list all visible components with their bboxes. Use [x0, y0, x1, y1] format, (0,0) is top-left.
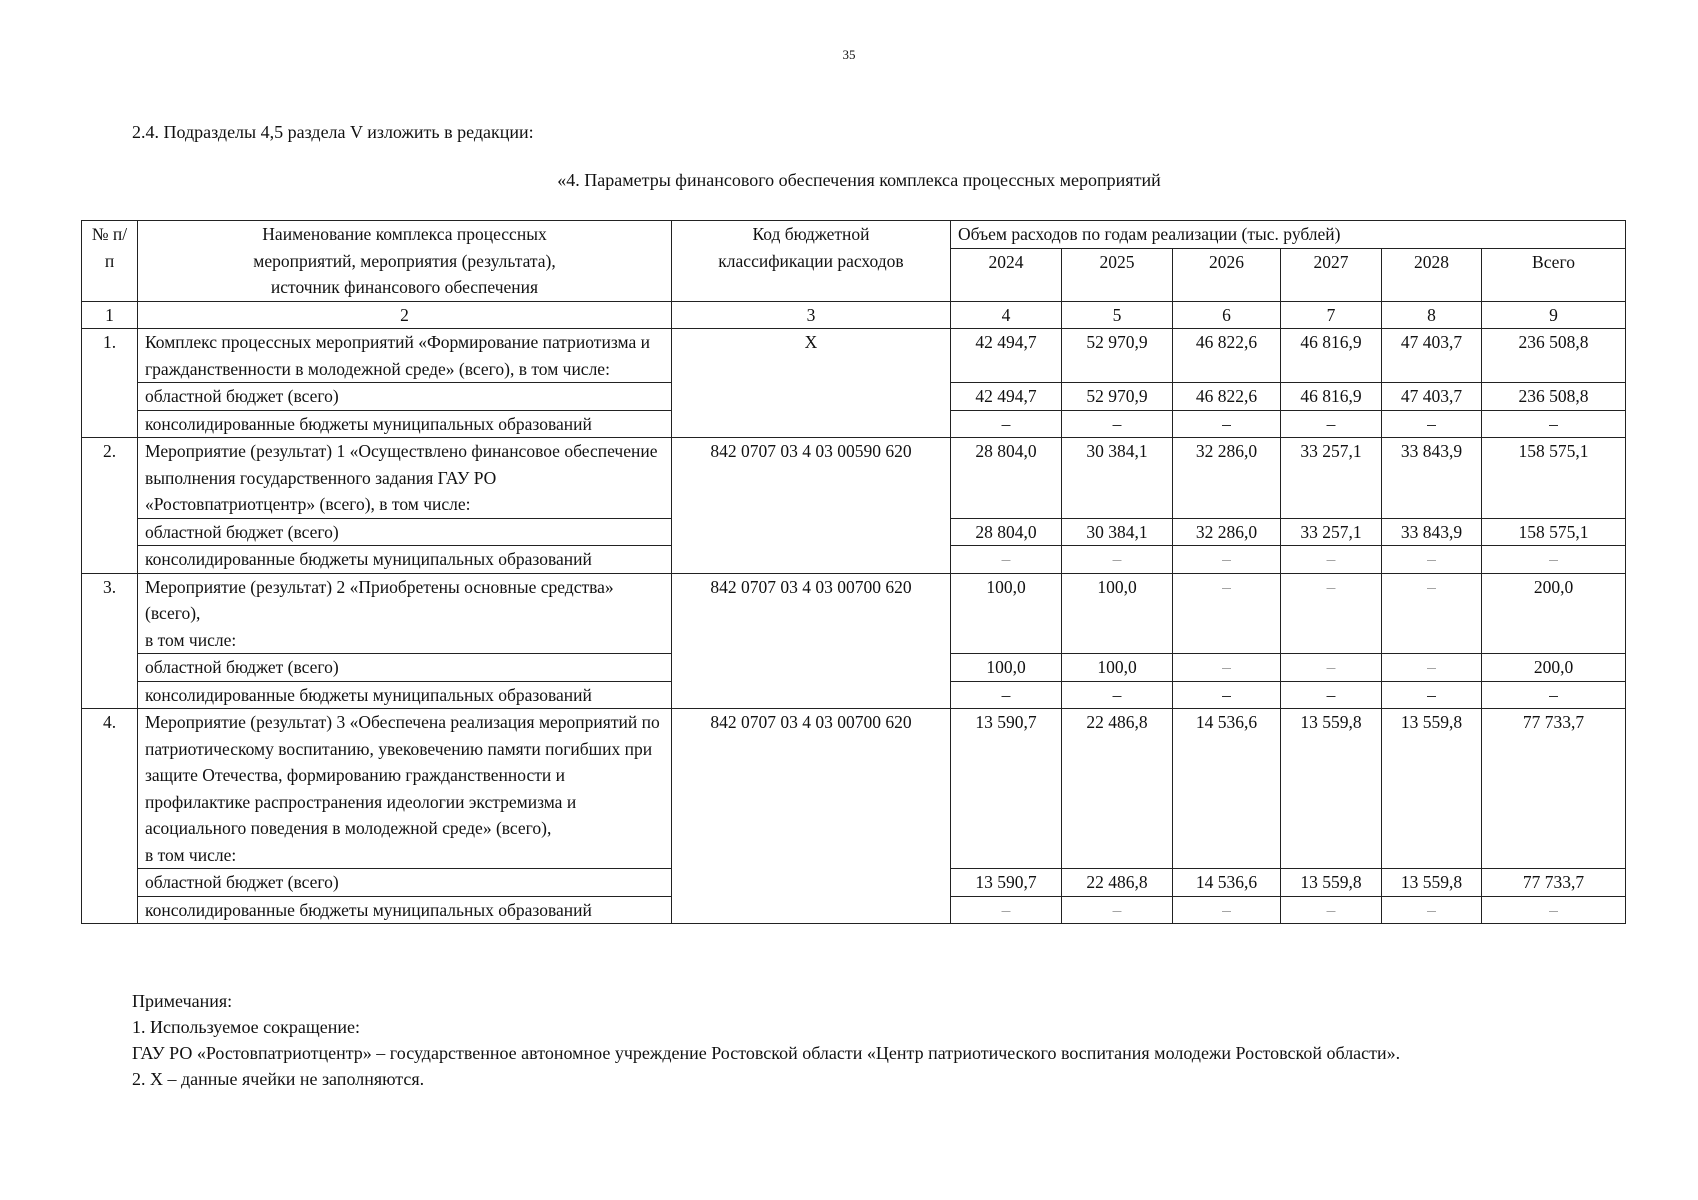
value-cell: 30 384,1	[1062, 518, 1173, 546]
header-year: 2024	[951, 248, 1062, 301]
column-number: 1	[82, 301, 138, 329]
row-name: Комплекс процессных мероприятий «Формирование патриотизма и гражданственности в молодежной среде» (всего), в том числе:	[138, 329, 672, 383]
header-volume: Объем расходов по годам реализации (тыс. рублей)	[951, 221, 1626, 249]
header-no: № п/п	[82, 221, 138, 302]
table-title: «4. Параметры финансового обеспечения комплекса процессных мероприятий	[557, 170, 1161, 190]
row-name: консолидированные бюджеты муниципальных образований	[138, 896, 672, 924]
value-cell: 28 804,0	[951, 518, 1062, 546]
value-cell: –	[1382, 546, 1482, 574]
notes-heading: Примечания:	[132, 991, 233, 1011]
row-number: 4.	[82, 709, 138, 924]
table-row-main	[82, 573, 1626, 654]
intro-paragraph: 2.4. Подразделы 4,5 раздела V изложить в редакции:	[132, 122, 534, 142]
row-number: 2.	[82, 438, 138, 574]
column-number: 2	[138, 301, 672, 329]
value-cell: –	[1281, 654, 1382, 682]
column-number: 4	[951, 301, 1062, 329]
value-total: 158 575,1	[1482, 518, 1626, 546]
value-cell: –	[1382, 896, 1482, 924]
value-cell: –	[1382, 654, 1482, 682]
value-cell: 42 494,7	[951, 383, 1062, 411]
value-cell: –	[1281, 896, 1382, 924]
value-cell: 32 286,0	[1173, 518, 1281, 546]
value-cell: –	[1173, 896, 1281, 924]
column-number: 8	[1382, 301, 1482, 329]
value-cell: 13 559,8	[1281, 709, 1382, 869]
value-cell: –	[1382, 410, 1482, 438]
row-name: консолидированные бюджеты муниципальных образований	[138, 681, 672, 709]
value-cell: –	[1173, 546, 1281, 574]
budget-code: 842 0707 03 4 03 00700 620	[672, 573, 951, 709]
row-number: 1.	[82, 329, 138, 438]
column-number: 9	[1482, 301, 1626, 329]
row-number: 3.	[82, 573, 138, 709]
value-total: 236 508,8	[1482, 383, 1626, 411]
table-row-main	[82, 329, 1626, 383]
header-row	[82, 221, 1626, 249]
value-cell: 47 403,7	[1382, 329, 1482, 383]
header-year: 2027	[1281, 248, 1382, 301]
value-cell: –	[951, 410, 1062, 438]
value-cell: –	[1062, 546, 1173, 574]
budget-code: 842 0707 03 4 03 00590 620	[672, 438, 951, 574]
value-cell: 47 403,7	[1382, 383, 1482, 411]
note-item: 2. Х – данные ячейки не заполняются.	[132, 1069, 425, 1089]
value-cell: 46 822,6	[1173, 329, 1281, 383]
row-name: консолидированные бюджеты муниципальных образований	[138, 410, 672, 438]
value-cell: –	[951, 546, 1062, 574]
header-total: Всего	[1482, 248, 1626, 301]
value-cell: 30 384,1	[1062, 438, 1173, 519]
column-number: 5	[1062, 301, 1173, 329]
row-name: областной бюджет (всего)	[138, 869, 672, 897]
value-cell: 46 816,9	[1281, 383, 1382, 411]
value-cell: 33 257,1	[1281, 438, 1382, 519]
budget-code: 842 0707 03 4 03 00700 620	[672, 709, 951, 924]
value-cell: 33 843,9	[1382, 518, 1482, 546]
value-cell: 100,0	[1062, 654, 1173, 682]
value-total: 200,0	[1482, 573, 1626, 654]
value-cell: 14 536,6	[1173, 869, 1281, 897]
column-number: 7	[1281, 301, 1382, 329]
value-total: –	[1482, 896, 1626, 924]
row-name: Мероприятие (результат) 1 «Осуществлено финансовое обеспечение выполнения государственного задания ГАУ РО «Ростовпатриотцентр» (всего), в том числе:	[138, 438, 672, 519]
value-cell: –	[1173, 681, 1281, 709]
value-cell: 100,0	[951, 573, 1062, 654]
table-body	[82, 329, 1626, 924]
value-cell: 46 822,6	[1173, 383, 1281, 411]
value-cell: –	[1281, 573, 1382, 654]
value-cell: 52 970,9	[1062, 329, 1173, 383]
value-total: 77 733,7	[1482, 869, 1626, 897]
table-row-main	[82, 438, 1626, 519]
value-cell: –	[1281, 681, 1382, 709]
value-cell: –	[1281, 410, 1382, 438]
value-cell: –	[1062, 681, 1173, 709]
row-name: областной бюджет (всего)	[138, 654, 672, 682]
value-cell: 46 816,9	[1281, 329, 1382, 383]
row-name: областной бюджет (всего)	[138, 383, 672, 411]
value-cell: –	[1062, 410, 1173, 438]
note-item: 1. Используемое сокращение:	[132, 1017, 360, 1037]
value-total: 77 733,7	[1482, 709, 1626, 869]
value-cell: 42 494,7	[951, 329, 1062, 383]
header-name: Наименование комплекса процессных мероприятий, мероприятия (результата), источник финансового обеспечения	[138, 221, 672, 302]
value-cell: 32 286,0	[1173, 438, 1281, 519]
column-number: 6	[1173, 301, 1281, 329]
header-year: 2028	[1382, 248, 1482, 301]
value-cell: 33 257,1	[1281, 518, 1382, 546]
value-cell: –	[951, 681, 1062, 709]
value-cell: –	[1173, 654, 1281, 682]
row-name: Мероприятие (результат) 3 «Обеспечена реализация мероприятий по патриотическому воспитанию, увековечению памяти погибших при защите Отечества, формированию гражданственности и профилактике распространения идеологии экстремизма и асоциального поведения в молодежной среде» (всего), в том числе:	[138, 709, 672, 869]
table-row-main	[82, 709, 1626, 869]
value-cell: –	[1382, 681, 1482, 709]
note-item: ГАУ РО «Ростовпатриотцентр» – государственное автономное учреждение Ростовской области «Центр патриотического воспитания молодежи Ростовской области».	[132, 1043, 1401, 1063]
value-cell: 13 559,8	[1281, 869, 1382, 897]
page-number: 35	[842, 47, 856, 62]
value-cell: 28 804,0	[951, 438, 1062, 519]
row-name: Мероприятие (результат) 2 «Приобретены основные средства» (всего), в том числе:	[138, 573, 672, 654]
value-cell: 100,0	[951, 654, 1062, 682]
header-code: Код бюджетной классификации расходов	[672, 221, 951, 302]
row-name: областной бюджет (всего)	[138, 518, 672, 546]
value-cell: 13 590,7	[951, 869, 1062, 897]
value-cell: –	[1173, 573, 1281, 654]
value-cell: 13 559,8	[1382, 709, 1482, 869]
value-cell: 14 536,6	[1173, 709, 1281, 869]
header-year: 2025	[1062, 248, 1173, 301]
value-total: 200,0	[1482, 654, 1626, 682]
value-cell: –	[1382, 573, 1482, 654]
header-year: 2026	[1173, 248, 1281, 301]
value-cell: 100,0	[1062, 573, 1173, 654]
value-cell: 33 843,9	[1382, 438, 1482, 519]
value-cell: 22 486,8	[1062, 709, 1173, 869]
value-total: –	[1482, 681, 1626, 709]
value-cell: –	[951, 896, 1062, 924]
value-total: –	[1482, 546, 1626, 574]
column-numbers-row	[82, 301, 1626, 329]
value-cell: 13 590,7	[951, 709, 1062, 869]
notes	[132, 988, 1400, 1092]
column-number: 3	[672, 301, 951, 329]
financing-table	[81, 220, 1626, 924]
value-cell: 52 970,9	[1062, 383, 1173, 411]
value-total: 158 575,1	[1482, 438, 1626, 519]
value-cell: 13 559,8	[1382, 869, 1482, 897]
value-cell: –	[1281, 546, 1382, 574]
value-cell: 22 486,8	[1062, 869, 1173, 897]
value-total: 236 508,8	[1482, 329, 1626, 383]
value-cell: –	[1173, 410, 1281, 438]
value-total: –	[1482, 410, 1626, 438]
row-name: консолидированные бюджеты муниципальных образований	[138, 546, 672, 574]
value-cell: –	[1062, 896, 1173, 924]
budget-code: Х	[672, 329, 951, 438]
